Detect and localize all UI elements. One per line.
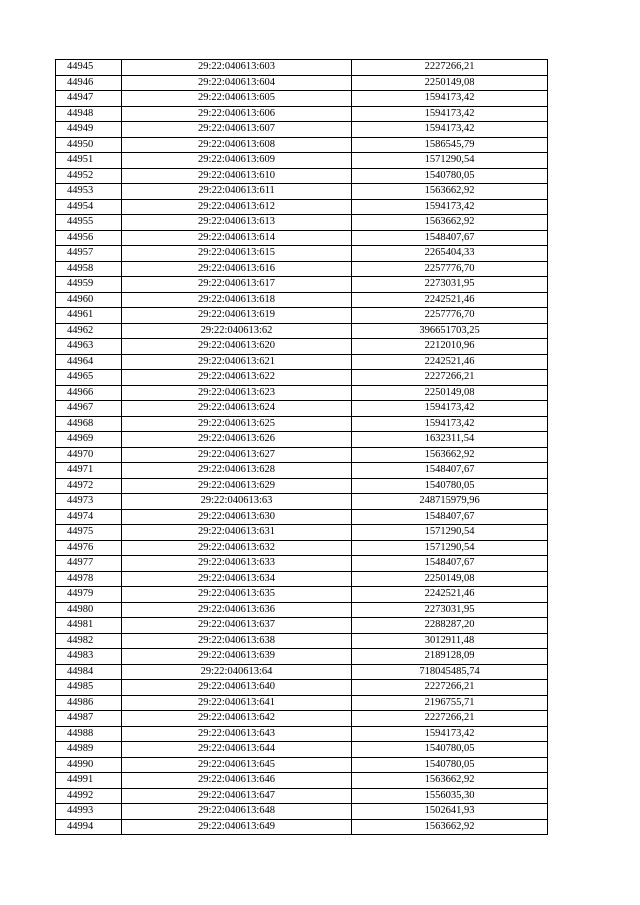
cadastral-value-cell: 1632311,54 xyxy=(352,432,548,448)
row-number-cell: 44969 xyxy=(56,432,122,448)
row-number-cell: 44988 xyxy=(56,726,122,742)
cadastral-number-cell: 29:22:040613:613 xyxy=(122,215,352,231)
row-number-cell: 44990 xyxy=(56,757,122,773)
cadastral-number-cell: 29:22:040613:618 xyxy=(122,292,352,308)
cadastral-value-cell: 1594173,42 xyxy=(352,122,548,138)
cadastral-value-cell: 1548407,67 xyxy=(352,463,548,479)
table-row xyxy=(56,711,548,727)
row-number-cell: 44951 xyxy=(56,153,122,169)
cadastral-number-cell: 29:22:040613:633 xyxy=(122,556,352,572)
cadastral-value-cell: 2212010,96 xyxy=(352,339,548,355)
table-row xyxy=(56,664,548,680)
row-number-cell: 44991 xyxy=(56,773,122,789)
cadastral-number-cell: 29:22:040613:642 xyxy=(122,711,352,727)
table-row xyxy=(56,695,548,711)
table-row xyxy=(56,261,548,277)
cadastral-number-cell: 29:22:040613:603 xyxy=(122,60,352,76)
row-number-cell: 44970 xyxy=(56,447,122,463)
cadastral-number-cell: 29:22:040613:620 xyxy=(122,339,352,355)
cadastral-value-cell: 1556035,30 xyxy=(352,788,548,804)
cadastral-value-cell: 1594173,42 xyxy=(352,726,548,742)
table-row xyxy=(56,153,548,169)
cadastral-value-cell: 1571290,54 xyxy=(352,525,548,541)
cadastral-value-table xyxy=(55,59,548,835)
cadastral-number-cell: 29:22:040613:636 xyxy=(122,602,352,618)
row-number-cell: 44989 xyxy=(56,742,122,758)
table-row xyxy=(56,246,548,262)
cadastral-value-cell: 1571290,54 xyxy=(352,540,548,556)
cadastral-number-cell: 29:22:040613:62 xyxy=(122,323,352,339)
table-row xyxy=(56,199,548,215)
table-row xyxy=(56,618,548,634)
cadastral-number-cell: 29:22:040613:645 xyxy=(122,757,352,773)
table-row xyxy=(56,339,548,355)
table-row xyxy=(56,184,548,200)
row-number-cell: 44987 xyxy=(56,711,122,727)
table-row xyxy=(56,742,548,758)
cadastral-value-cell: 1540780,05 xyxy=(352,478,548,494)
table-row xyxy=(56,354,548,370)
cadastral-number-cell: 29:22:040613:626 xyxy=(122,432,352,448)
cadastral-value-cell: 1540780,05 xyxy=(352,742,548,758)
cadastral-number-cell: 29:22:040613:639 xyxy=(122,649,352,665)
row-number-cell: 44960 xyxy=(56,292,122,308)
row-number-cell: 44955 xyxy=(56,215,122,231)
cadastral-number-cell: 29:22:040613:616 xyxy=(122,261,352,277)
cadastral-number-cell: 29:22:040613:617 xyxy=(122,277,352,293)
cadastral-value-cell: 1563662,92 xyxy=(352,215,548,231)
row-number-cell: 44975 xyxy=(56,525,122,541)
cadastral-value-cell: 2273031,95 xyxy=(352,277,548,293)
row-number-cell: 44946 xyxy=(56,75,122,91)
cadastral-number-cell: 29:22:040613:627 xyxy=(122,447,352,463)
cadastral-number-cell: 29:22:040613:646 xyxy=(122,773,352,789)
row-number-cell: 44983 xyxy=(56,649,122,665)
cadastral-number-cell: 29:22:040613:630 xyxy=(122,509,352,525)
table-row xyxy=(56,168,548,184)
table-row xyxy=(56,804,548,820)
row-number-cell: 44948 xyxy=(56,106,122,122)
cadastral-value-cell: 1594173,42 xyxy=(352,91,548,107)
table-row xyxy=(56,370,548,386)
cadastral-number-cell: 29:22:040613:631 xyxy=(122,525,352,541)
table-row xyxy=(56,385,548,401)
cadastral-value-cell: 2227266,21 xyxy=(352,60,548,76)
cadastral-number-cell: 29:22:040613:643 xyxy=(122,726,352,742)
cadastral-value-cell: 2257776,70 xyxy=(352,308,548,324)
row-number-cell: 44959 xyxy=(56,277,122,293)
cadastral-number-cell: 29:22:040613:628 xyxy=(122,463,352,479)
cadastral-value-cell: 248715979,96 xyxy=(352,494,548,510)
row-number-cell: 44974 xyxy=(56,509,122,525)
cadastral-value-cell: 2196755,71 xyxy=(352,695,548,711)
row-number-cell: 44956 xyxy=(56,230,122,246)
cadastral-number-cell: 29:22:040613:649 xyxy=(122,819,352,835)
cadastral-number-cell: 29:22:040613:637 xyxy=(122,618,352,634)
cadastral-number-cell: 29:22:040613:615 xyxy=(122,246,352,262)
cadastral-value-cell: 2242521,46 xyxy=(352,587,548,603)
table-row xyxy=(56,633,548,649)
row-number-cell: 44986 xyxy=(56,695,122,711)
cadastral-value-cell: 1540780,05 xyxy=(352,168,548,184)
table-row xyxy=(56,308,548,324)
row-number-cell: 44985 xyxy=(56,680,122,696)
cadastral-number-cell: 29:22:040613:622 xyxy=(122,370,352,386)
cadastral-value-cell: 396651703,25 xyxy=(352,323,548,339)
table-row xyxy=(56,788,548,804)
cadastral-number-cell: 29:22:040613:625 xyxy=(122,416,352,432)
cadastral-value-cell: 2189128,09 xyxy=(352,649,548,665)
table-row xyxy=(56,91,548,107)
cadastral-value-cell: 1540780,05 xyxy=(352,757,548,773)
cadastral-value-cell: 2257776,70 xyxy=(352,261,548,277)
row-number-cell: 44992 xyxy=(56,788,122,804)
row-number-cell: 44967 xyxy=(56,401,122,417)
cadastral-number-cell: 29:22:040613:609 xyxy=(122,153,352,169)
row-number-cell: 44968 xyxy=(56,416,122,432)
row-number-cell: 44963 xyxy=(56,339,122,355)
table-row xyxy=(56,60,548,76)
row-number-cell: 44962 xyxy=(56,323,122,339)
row-number-cell: 44961 xyxy=(56,308,122,324)
cadastral-value-cell: 1548407,67 xyxy=(352,556,548,572)
cadastral-number-cell: 29:22:040613:608 xyxy=(122,137,352,153)
cadastral-value-cell: 1571290,54 xyxy=(352,153,548,169)
cadastral-value-cell: 1548407,67 xyxy=(352,230,548,246)
cadastral-number-cell: 29:22:040613:612 xyxy=(122,199,352,215)
cadastral-value-cell: 2250149,08 xyxy=(352,571,548,587)
cadastral-value-cell: 1548407,67 xyxy=(352,509,548,525)
cadastral-value-cell: 1563662,92 xyxy=(352,773,548,789)
cadastral-number-cell: 29:22:040613:605 xyxy=(122,91,352,107)
cadastral-number-cell: 29:22:040613:629 xyxy=(122,478,352,494)
cadastral-number-cell: 29:22:040613:64 xyxy=(122,664,352,680)
table-row xyxy=(56,215,548,231)
row-number-cell: 44949 xyxy=(56,122,122,138)
cadastral-value-cell: 2273031,95 xyxy=(352,602,548,618)
cadastral-value-cell: 1563662,92 xyxy=(352,184,548,200)
row-number-cell: 44954 xyxy=(56,199,122,215)
table-row xyxy=(56,432,548,448)
cadastral-value-cell: 2227266,21 xyxy=(352,680,548,696)
cadastral-value-cell: 2250149,08 xyxy=(352,75,548,91)
cadastral-value-cell: 2250149,08 xyxy=(352,385,548,401)
table-row xyxy=(56,680,548,696)
row-number-cell: 44964 xyxy=(56,354,122,370)
table-row xyxy=(56,571,548,587)
cadastral-number-cell: 29:22:040613:607 xyxy=(122,122,352,138)
table-body xyxy=(56,60,548,835)
table-row xyxy=(56,525,548,541)
row-number-cell: 44979 xyxy=(56,587,122,603)
table-row xyxy=(56,292,548,308)
table-row xyxy=(56,602,548,618)
table-row xyxy=(56,540,548,556)
table-row xyxy=(56,494,548,510)
cadastral-value-cell: 1563662,92 xyxy=(352,819,548,835)
cadastral-number-cell: 29:22:040613:614 xyxy=(122,230,352,246)
cadastral-number-cell: 29:22:040613:638 xyxy=(122,633,352,649)
cadastral-number-cell: 29:22:040613:641 xyxy=(122,695,352,711)
cadastral-value-cell: 2265404,33 xyxy=(352,246,548,262)
cadastral-value-cell: 1594173,42 xyxy=(352,199,548,215)
cadastral-value-cell: 2242521,46 xyxy=(352,292,548,308)
table-row xyxy=(56,230,548,246)
table-row xyxy=(56,773,548,789)
cadastral-number-cell: 29:22:040613:647 xyxy=(122,788,352,804)
cadastral-number-cell: 29:22:040613:648 xyxy=(122,804,352,820)
row-number-cell: 44973 xyxy=(56,494,122,510)
row-number-cell: 44950 xyxy=(56,137,122,153)
cadastral-value-cell: 718045485,74 xyxy=(352,664,548,680)
row-number-cell: 44957 xyxy=(56,246,122,262)
cadastral-number-cell: 29:22:040613:610 xyxy=(122,168,352,184)
cadastral-value-cell: 1563662,92 xyxy=(352,447,548,463)
row-number-cell: 44953 xyxy=(56,184,122,200)
cadastral-number-cell: 29:22:040613:619 xyxy=(122,308,352,324)
row-number-cell: 44994 xyxy=(56,819,122,835)
table-row xyxy=(56,137,548,153)
cadastral-value-cell: 3012911,48 xyxy=(352,633,548,649)
row-number-cell: 44966 xyxy=(56,385,122,401)
row-number-cell: 44971 xyxy=(56,463,122,479)
cadastral-value-cell: 1502641,93 xyxy=(352,804,548,820)
table-row xyxy=(56,649,548,665)
row-number-cell: 44952 xyxy=(56,168,122,184)
cadastral-number-cell: 29:22:040613:632 xyxy=(122,540,352,556)
row-number-cell: 44977 xyxy=(56,556,122,572)
cadastral-value-cell: 2227266,21 xyxy=(352,711,548,727)
cadastral-value-cell: 2242521,46 xyxy=(352,354,548,370)
table-row xyxy=(56,819,548,835)
cadastral-number-cell: 29:22:040613:63 xyxy=(122,494,352,510)
row-number-cell: 44947 xyxy=(56,91,122,107)
cadastral-number-cell: 29:22:040613:606 xyxy=(122,106,352,122)
table-row xyxy=(56,277,548,293)
table-row xyxy=(56,478,548,494)
cadastral-number-cell: 29:22:040613:611 xyxy=(122,184,352,200)
row-number-cell: 44981 xyxy=(56,618,122,634)
row-number-cell: 44945 xyxy=(56,60,122,76)
cadastral-value-cell: 1586545,79 xyxy=(352,137,548,153)
cadastral-value-cell: 1594173,42 xyxy=(352,401,548,417)
row-number-cell: 44978 xyxy=(56,571,122,587)
row-number-cell: 44984 xyxy=(56,664,122,680)
table-row xyxy=(56,323,548,339)
table-row xyxy=(56,75,548,91)
table-row xyxy=(56,509,548,525)
cadastral-number-cell: 29:22:040613:621 xyxy=(122,354,352,370)
table-row xyxy=(56,556,548,572)
cadastral-number-cell: 29:22:040613:624 xyxy=(122,401,352,417)
table-row xyxy=(56,416,548,432)
row-number-cell: 44958 xyxy=(56,261,122,277)
table-row xyxy=(56,726,548,742)
row-number-cell: 44965 xyxy=(56,370,122,386)
row-number-cell: 44993 xyxy=(56,804,122,820)
cadastral-value-cell: 2227266,21 xyxy=(352,370,548,386)
cadastral-number-cell: 29:22:040613:604 xyxy=(122,75,352,91)
table-row xyxy=(56,401,548,417)
table-row xyxy=(56,106,548,122)
cadastral-number-cell: 29:22:040613:635 xyxy=(122,587,352,603)
cadastral-number-cell: 29:22:040613:644 xyxy=(122,742,352,758)
table-row xyxy=(56,463,548,479)
table-row xyxy=(56,757,548,773)
row-number-cell: 44980 xyxy=(56,602,122,618)
cadastral-value-cell: 2288287,20 xyxy=(352,618,548,634)
cadastral-value-cell: 1594173,42 xyxy=(352,106,548,122)
cadastral-number-cell: 29:22:040613:634 xyxy=(122,571,352,587)
cadastral-number-cell: 29:22:040613:640 xyxy=(122,680,352,696)
cadastral-value-cell: 1594173,42 xyxy=(352,416,548,432)
table-row xyxy=(56,447,548,463)
table-row xyxy=(56,587,548,603)
cadastral-number-cell: 29:22:040613:623 xyxy=(122,385,352,401)
row-number-cell: 44976 xyxy=(56,540,122,556)
row-number-cell: 44972 xyxy=(56,478,122,494)
row-number-cell: 44982 xyxy=(56,633,122,649)
table-row xyxy=(56,122,548,138)
